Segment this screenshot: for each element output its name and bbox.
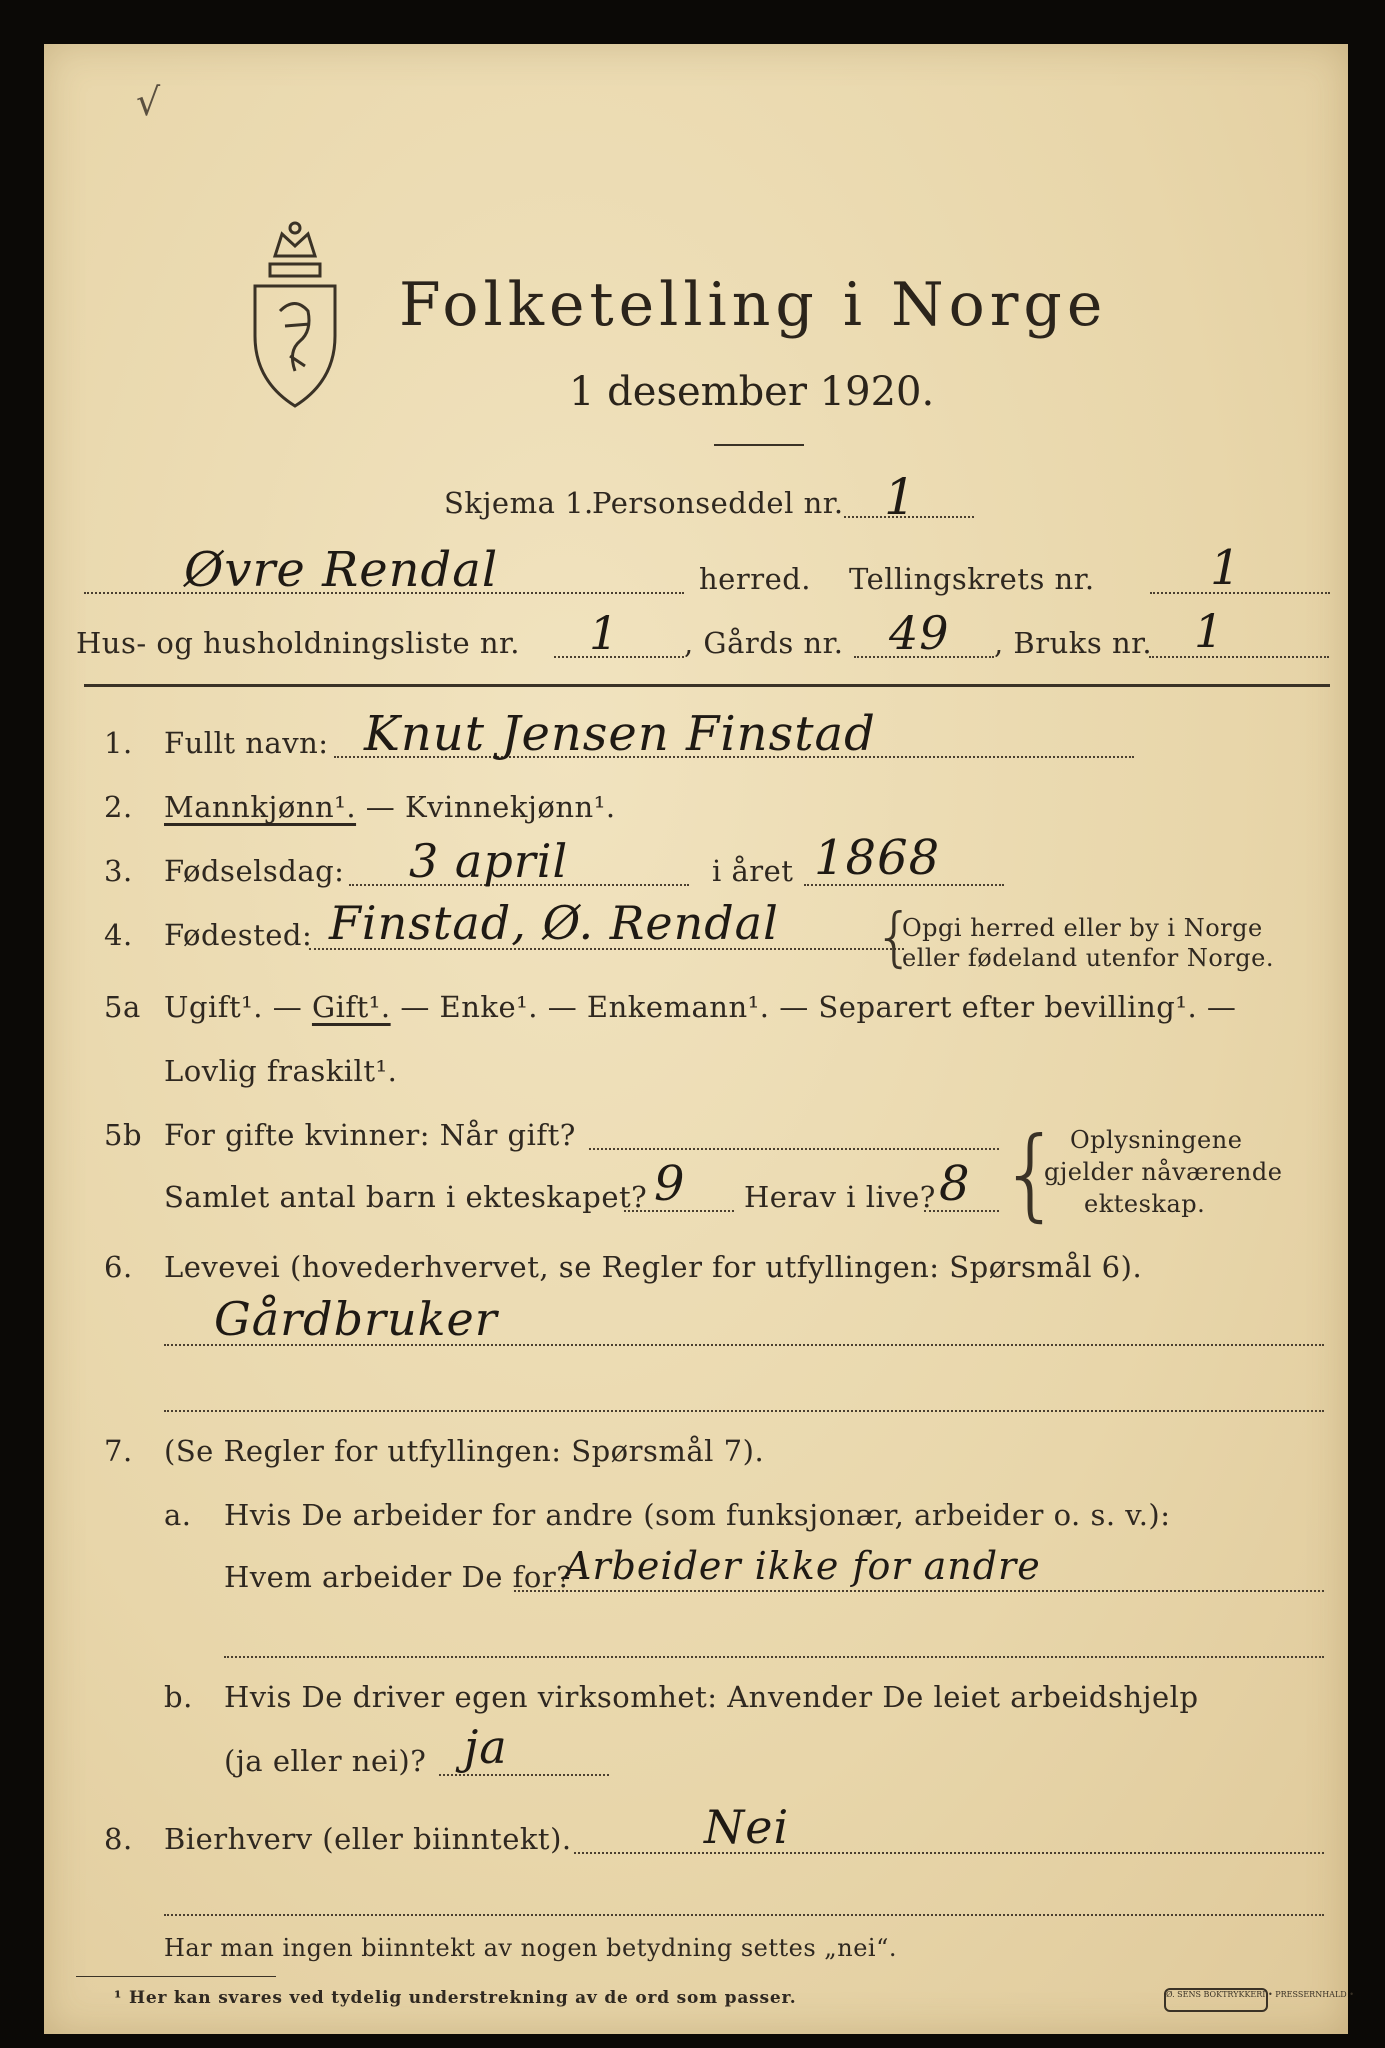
footnote-rule (76, 1976, 276, 1977)
q5a-options (164, 990, 1236, 1024)
q3-year-label: i året (712, 854, 794, 888)
footnote: ¹ Her kan svares ved tydelig understrekning av de ord som passer. (114, 1988, 797, 2008)
q7a-label: Hvis De arbeider for andre (som funksjonær, arbeider o. s. v.): (224, 1498, 1171, 1532)
q7a-question: Hvem arbeider De for? (224, 1560, 573, 1594)
q7-label: (Se Regler for utfyllingen: Spørsmål 7). (164, 1434, 765, 1468)
q7-number: 7. (104, 1434, 133, 1468)
skjema-label: Skjema 1. (444, 486, 594, 520)
bruks-value[interactable]: 1 (1194, 604, 1225, 658)
herred-value[interactable]: Øvre Rendal (184, 542, 499, 598)
q1-number: 1. (104, 726, 133, 760)
census-form (44, 44, 1354, 2034)
q6-label: Levevei (hovederhvervet, se Regler for utfyllingen: Spørsmål 6). (164, 1250, 1143, 1284)
title-divider (714, 444, 804, 446)
q4-brace: { (874, 901, 915, 975)
q5a-number: 5a (104, 990, 141, 1024)
q5b-note-line3: ekteskap. (1084, 1190, 1206, 1218)
herred-label: herred. (699, 562, 812, 596)
q7a-line1 (514, 1590, 1324, 1592)
gender-male-option[interactable]: Mannkjønn¹. (164, 790, 357, 824)
q3-label: Fødselsdag: (164, 854, 345, 888)
marital-gift-option[interactable]: Gift¹. (311, 990, 391, 1024)
q7b-question: (ja eller nei)? (224, 1744, 427, 1778)
norwegian-coat-of-arms-icon (240, 216, 350, 416)
q2-number: 2. (104, 790, 133, 824)
q5b-number: 5b (104, 1118, 143, 1152)
q4-label: Fødested: (164, 918, 313, 952)
q3-number: 3. (104, 854, 133, 888)
q7a-letter: a. (164, 1498, 192, 1532)
header-divider (84, 684, 1330, 687)
q8-line1 (574, 1852, 1324, 1854)
printer-stamp: Ø. SENS BOKTRYKKERI • PRESSERNHALD • (1164, 1988, 1268, 2012)
occupation-value[interactable]: Gårdbruker (214, 1292, 498, 1346)
q4-number: 4. (104, 918, 133, 952)
birthplace-value[interactable]: Finstad, Ø. Rendal (329, 896, 779, 950)
q5b-note-line2: gjelder nåværende (1044, 1158, 1283, 1186)
q5b-note-line1: Oplysningene (1070, 1126, 1243, 1154)
tellingskrets-label: Tellingskrets nr. (849, 562, 1095, 596)
children-alive-value[interactable]: 8 (939, 1156, 971, 1212)
marital-ugift-option[interactable]: Ugift¹. (164, 990, 264, 1024)
q7b-letter: b. (164, 1680, 193, 1714)
form-title: Folketelling i Norge (399, 270, 1108, 340)
personseddel-label: Personseddel nr. (592, 486, 844, 520)
q6-number: 6. (104, 1250, 133, 1284)
q8-number: 8. (104, 1822, 133, 1856)
q5b-alive-label: Herav i live? (744, 1180, 936, 1214)
q5b-children-label: Samlet antal barn i ekteskapet? (164, 1180, 648, 1214)
form-date: 1 desember 1920. (569, 369, 935, 415)
q7a-line2 (224, 1656, 1324, 1658)
q8-line2 (164, 1914, 1324, 1916)
q6-line2 (164, 1410, 1324, 1412)
check-mark: √ (136, 80, 162, 124)
birth-year-value[interactable]: 1868 (814, 830, 941, 886)
marital-fraskilt-option[interactable]: Lovlig fraskilt¹. (164, 1054, 398, 1088)
full-name-value[interactable]: Knut Jensen Finstad (364, 706, 876, 762)
q7b-line (439, 1774, 609, 1776)
hired-help-value[interactable]: ja (464, 1720, 508, 1774)
bruks-line (1149, 656, 1329, 658)
side-income-note: Har man ingen biinntekt av nogen betydning settes „nei“. (164, 1934, 897, 1962)
q5b-brace: { (999, 1115, 1063, 1232)
gender-female-option[interactable]: Kvinnekjønn¹. (405, 790, 616, 824)
q7b-label: Hvis De driver egen virksomhet: Anvender De leiet arbeidshjelp (224, 1680, 1199, 1714)
personseddel-value[interactable]: 1 (884, 468, 917, 526)
q1-label: Fullt navn: (164, 726, 329, 760)
children-count-value[interactable]: 9 (654, 1156, 686, 1212)
husholdningsliste-value[interactable]: 1 (589, 606, 620, 660)
q4-note-line1: Opgi herred eller by i Norge (902, 914, 1263, 942)
gards-value[interactable]: 49 (889, 606, 950, 660)
q5b-married-line (589, 1148, 999, 1150)
q5b-label: For gifte kvinner: Når gift? (164, 1118, 576, 1152)
q2-separator: — (356, 790, 405, 824)
q5a-separator: — (263, 990, 312, 1024)
gards-label: , Gårds nr. (684, 626, 844, 660)
side-income-value[interactable]: Nei (704, 1800, 790, 1854)
bruks-label: , Bruks nr. (994, 626, 1153, 660)
birthday-value[interactable]: 3 april (409, 834, 569, 888)
tellingskrets-value[interactable]: 1 (1210, 540, 1242, 596)
husholdningsliste-label: Hus- og husholdningsliste nr. (76, 626, 520, 660)
q8-label: Bierhverv (eller biinntekt). (164, 1822, 572, 1856)
marital-other-options[interactable]: — Enke¹. — Enkemann¹. — Separert efter bevilling¹. — (390, 990, 1237, 1024)
q4-note-line2: eller fødeland utenfor Norge. (902, 944, 1275, 972)
employer-value[interactable]: Arbeider ikke for andre (564, 1544, 1041, 1588)
q2-options (164, 790, 616, 824)
